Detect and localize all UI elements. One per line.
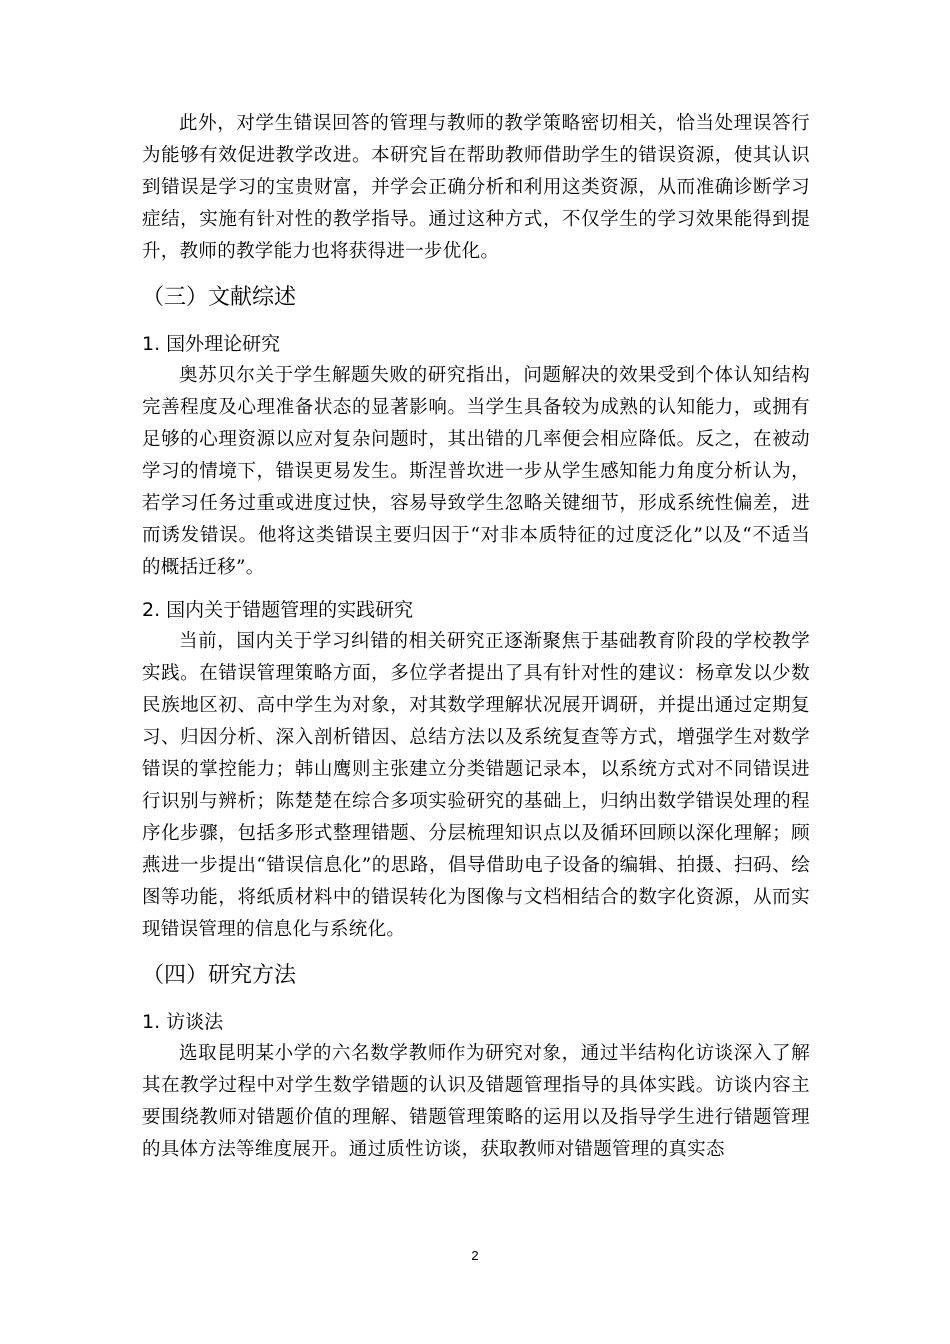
document-body [142, 108, 810, 1166]
domestic-research-paragraph: 当前，国内关于学习纠错的相关研究正逐渐聚焦于基础教育阶段的学校教学实践。在错误管理策略方面，多位学者提出了具有针对性的建议：杨章发以少数民族地区初、高中学生为对象，对其数学理解状况展开调研，并提出通过定期复习、归因分析、深入剖析错因、总结方法以及系统复查等方式，增强学生对数学错误的掌控能力；韩山鹰则主张建立分类错题记录本，以系统方式对不同错误进行识别与辨析；陈楚楚在综合多项实验研究的基础上，归纳出数学错误处理的程序化步骤，包括多形式整理错题、分层梳理知识点以及循环回顾以深化理解；顾燕进一步提出“错误信息化”的思路，倡导借助电子设备的编辑、拍摄、扫码、绘图等功能，将纸质材料中的错误转化为图像与文档相结合的数字化资源，从而实现错误管理的信息化与系统化。 [142, 631, 810, 940]
foreign-research-paragraph: 奥苏贝尔关于学生解题失败的研究指出，问题解决的效果受到个体认知结构完善程度及心理准备状态的显著影响。当学生具备较为成熟的认知能力，或拥有足够的心理资源以应对复杂问题时，其出错的几率便会相应降低。反之，在被动学习的情境下，错误更易发生。斯涅普坎进一步从学生感知能力角度分析认为，若学习任务过重或进度过快，容易导致学生忽略关键细节，形成系统性偏差，进而诱发错误。他将这类错误主要归因于“对非本质特征的过度泛化”以及“不适当的概括迁移”。 [142, 365, 810, 578]
subsection-heading-foreign-research: 1. 国外理论研究 [142, 333, 281, 355]
subsection-heading-interview: 1. 访谈法 [142, 1011, 224, 1033]
section-heading-research-methods: （四）研究方法 [142, 963, 297, 988]
page-number: 2 [471, 1248, 479, 1263]
subsection-heading-domestic-research: 2. 国内关于错题管理的实践研究 [142, 599, 414, 621]
intro-paragraph: 此外，对学生错误回答的管理与教师的教学策略密切相关，恰当处理误答行为能够有效促进教学改进。本研究旨在帮助教师借助学生的错误资源，使其认识到错误是学习的宝贵财富，并学会正确分析和利用这类资源，从而准确诊断学习症结，实施有针对性的教学指导。通过这种方式，不仅学生的学习效果能得到提升，教师的教学能力也将获得进一步优化。 [142, 113, 810, 262]
interview-paragraph: 选取昆明某小学的六名数学教师作为研究对象，通过半结构化访谈深入了解其在教学过程中对学生数学错题的认识及错题管理指导的具体实践。访谈内容主要围绕教师对错题价值的理解、错题管理策略的运用以及指导学生进行错题管理的具体方法等维度展开。通过质性访谈，获取教师对错题管理的真实态 [142, 1043, 810, 1160]
section-heading-literature-review: （三）文献综述 [142, 285, 297, 310]
